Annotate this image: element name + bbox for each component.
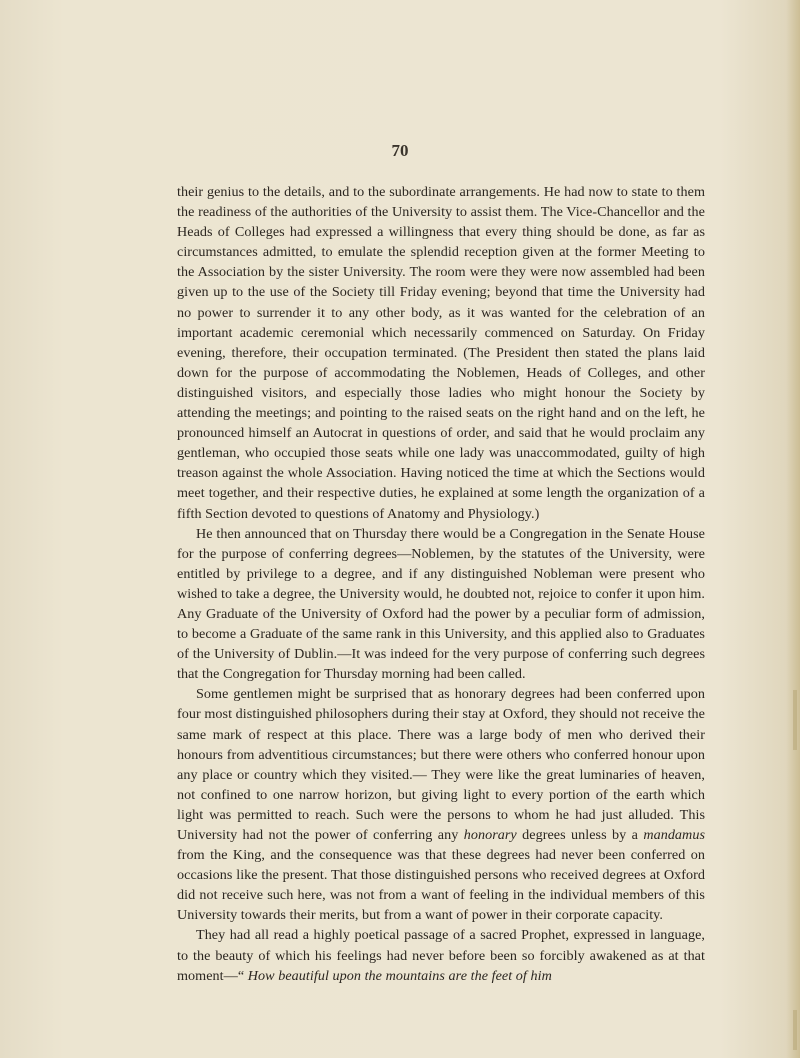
paragraph-text: They had all read a highly poetical passage of a sacred Prophet, expressed in language, to the beauty of which his feelings had never before been so forcibly awakened as at that moment—“ xyxy=(177,927,705,984)
page-edge-stain xyxy=(793,690,797,750)
paragraph-text: from the King, and the consequence was that these degrees had never been conferred on occasions like the present. That those distinguished persons who received degrees at Oxford did not receive such here, was not from a want of feeling in the individual members of this University towards their merits, but from a want of power in their corporate capacity. xyxy=(177,847,705,924)
paragraph xyxy=(177,524,705,685)
italic-text: honorary xyxy=(463,827,517,843)
paragraph xyxy=(177,684,705,925)
paragraph-text: degrees unless by a xyxy=(516,827,644,843)
page-edge-shadow xyxy=(786,0,800,1058)
italic-text: mandamus xyxy=(643,827,705,843)
page-edge-stain xyxy=(793,1010,797,1050)
italic-text: How beautiful upon the mountains are the feet of him xyxy=(247,967,552,984)
paragraph-text: He then announced that on Thursday there would be a Congregation in the Senate House for the purpose of conferring degrees—Noblemen, by the statutes of the University, were entitled by privilege to a degree, and if any distinguished Nobleman were present who wished to take a degree, the University would, he doubted not, rejoice to confer it upon him. Any Graduate of the University of Oxford had the power by a peculiar form of admission, to become a Graduate of the same rank in this University, and this applied also to Graduates of the University of Dublin.—It was indeed for the very purpose of conferring such degrees that the Congregation for Thursday morning had been called. xyxy=(177,525,705,683)
paragraph xyxy=(177,925,705,985)
paragraph-text: their genius to the details, and to the subordinate arrangements. He had now to state to them the readiness of the authorities of the University to assist them. The Vice-Chancellor and the Heads of Colleges had expressed a willingness that every thing should be done, as far as circumstances admitted, to emulate the splendid reception given at the former Meeting to the Association by the sister University. The room were they were now assembled had been given up to the use of the Society till Friday evening; beyond that time the University had no power to surrender it to any other body, as it was wanted for the celebration of an important academic ceremonial which necessarily commenced on Saturday. On Friday evening, therefore, their occupation terminated. (The President then stated the plans laid down for the purpose of accommodating the Noblemen, Heads of Colleges, and other distinguished visitors, and especially those ladies who might honour the Society by attending the meetings; and pointing to the raised seats on the right hand and on the left, he pronounced himself an Autocrat in questions of order, and said that he would proclaim any gentleman, who occupied those seats while one lady was unaccommodated, guilty of high treason against the whole Association. Having noticed the time at which the Sections would meet together, and their respective duties, he explained at some length the organization of a fifth Section devoted to questions of Anatomy and Physiology.) xyxy=(177,184,705,522)
page-body-text xyxy=(177,182,705,986)
paragraph xyxy=(177,182,705,524)
paragraph-text: Some gentlemen might be surprised that as honorary degrees had been conferred upon four most distinguished philosophers during their stay at Oxford, they should not receive the same mark of respect at this place. There was a large body of men who derived their honours from adventitious circumstances; but there were others who conferred honour upon any place or country which they visited.— They were like the great luminaries of heaven, not confined to one narrow horizon, but giving light to every portion of the earth which light was permitted to reach. Such were the persons to whom he had just alluded. This University had not the power of conferring any xyxy=(177,686,705,843)
page-number: 70 xyxy=(391,141,409,160)
